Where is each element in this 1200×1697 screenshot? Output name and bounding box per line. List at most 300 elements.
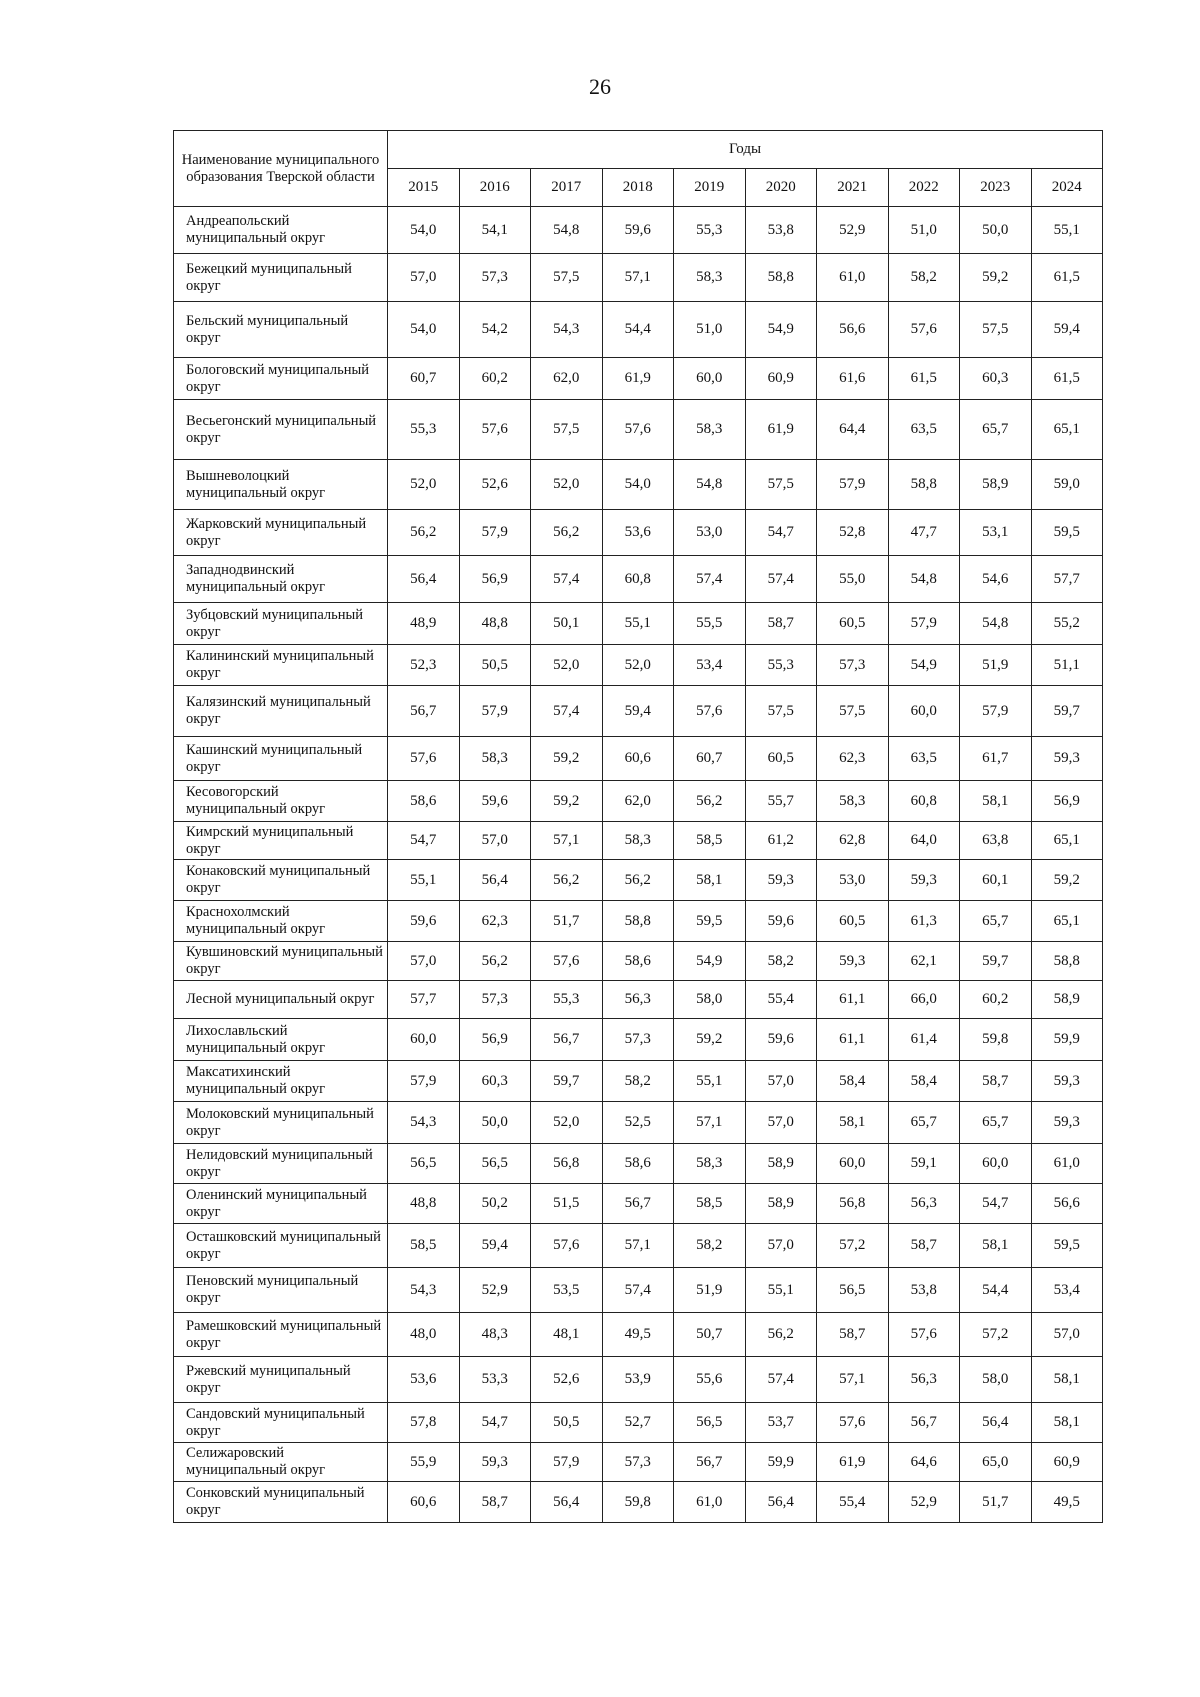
value-cell: 61,7 [960, 737, 1032, 781]
column-header-year: 2015 [388, 169, 460, 207]
value-cell: 55,4 [817, 1482, 889, 1523]
table-row [174, 942, 1103, 981]
value-cell: 58,7 [459, 1482, 531, 1523]
value-cell: 59,1 [888, 1144, 960, 1184]
value-cell: 50,0 [459, 1102, 531, 1144]
value-cell: 57,3 [459, 254, 531, 302]
value-cell: 57,2 [817, 1224, 889, 1268]
value-cell: 58,2 [674, 1224, 746, 1268]
value-cell: 56,2 [459, 942, 531, 981]
value-cell: 59,2 [531, 781, 603, 822]
value-cell: 52,6 [531, 1357, 603, 1403]
value-cell: 57,7 [388, 981, 460, 1019]
municipality-name: Ржевский муниципальный округ [174, 1357, 388, 1403]
value-cell: 57,0 [388, 942, 460, 981]
value-cell: 57,5 [817, 686, 889, 737]
value-cell: 62,8 [817, 822, 889, 860]
value-cell: 52,9 [817, 207, 889, 254]
column-header-year: 2021 [817, 169, 889, 207]
value-cell: 59,3 [1031, 1061, 1103, 1102]
value-cell: 54,7 [960, 1184, 1032, 1224]
table-row [174, 645, 1103, 686]
value-cell: 53,1 [960, 510, 1032, 556]
municipality-name: Андреапольский муниципальный округ [174, 207, 388, 254]
value-cell: 56,4 [745, 1482, 817, 1523]
municipality-name: Лесной муниципальный округ [174, 981, 388, 1019]
value-cell: 57,3 [602, 1019, 674, 1061]
value-cell: 51,1 [1031, 645, 1103, 686]
value-cell: 59,3 [745, 860, 817, 901]
value-cell: 59,9 [1031, 1019, 1103, 1061]
value-cell: 58,1 [1031, 1403, 1103, 1443]
value-cell: 57,9 [388, 1061, 460, 1102]
municipality-name: Весьегонский муниципальный округ [174, 400, 388, 460]
value-cell: 57,4 [674, 556, 746, 603]
value-cell: 61,1 [817, 981, 889, 1019]
value-cell: 57,1 [602, 254, 674, 302]
value-cell: 55,1 [602, 603, 674, 645]
value-cell: 59,3 [888, 860, 960, 901]
municipality-name: Селижаровский муниципальный округ [174, 1443, 388, 1482]
value-cell: 60,2 [960, 981, 1032, 1019]
value-cell: 57,4 [531, 686, 603, 737]
value-cell: 57,6 [817, 1403, 889, 1443]
value-cell: 57,3 [459, 981, 531, 1019]
value-cell: 55,2 [1031, 603, 1103, 645]
municipality-name: Конаковский муниципальный округ [174, 860, 388, 901]
value-cell: 53,3 [459, 1357, 531, 1403]
table-row [174, 460, 1103, 510]
value-cell: 54,3 [388, 1268, 460, 1313]
value-cell: 49,5 [1031, 1482, 1103, 1523]
value-cell: 50,5 [531, 1403, 603, 1443]
value-cell: 58,4 [817, 1061, 889, 1102]
value-cell: 59,7 [531, 1061, 603, 1102]
municipality-name: Бологовский муниципальный округ [174, 358, 388, 400]
value-cell: 58,0 [960, 1357, 1032, 1403]
value-cell: 52,3 [388, 645, 460, 686]
value-cell: 53,4 [674, 645, 746, 686]
value-cell: 59,6 [388, 901, 460, 942]
value-cell: 56,3 [888, 1357, 960, 1403]
value-cell: 55,9 [388, 1443, 460, 1482]
value-cell: 58,9 [745, 1144, 817, 1184]
municipality-name: Кимрский муниципальный округ [174, 822, 388, 860]
value-cell: 57,5 [745, 686, 817, 737]
value-cell: 58,2 [602, 1061, 674, 1102]
column-header-year: 2016 [459, 169, 531, 207]
value-cell: 59,9 [745, 1443, 817, 1482]
table-row [174, 1357, 1103, 1403]
table-row [174, 901, 1103, 942]
table-row [174, 358, 1103, 400]
value-cell: 60,5 [817, 603, 889, 645]
value-cell: 55,0 [817, 556, 889, 603]
value-cell: 56,2 [388, 510, 460, 556]
value-cell: 54,8 [674, 460, 746, 510]
value-cell: 58,4 [888, 1061, 960, 1102]
value-cell: 61,6 [817, 358, 889, 400]
value-cell: 52,0 [602, 645, 674, 686]
value-cell: 59,4 [1031, 302, 1103, 358]
value-cell: 57,1 [817, 1357, 889, 1403]
value-cell: 62,3 [817, 737, 889, 781]
table-row [174, 1102, 1103, 1144]
value-cell: 57,9 [888, 603, 960, 645]
value-cell: 58,8 [888, 460, 960, 510]
table-body [174, 207, 1103, 1523]
value-cell: 63,8 [960, 822, 1032, 860]
column-header-years-group: Годы [388, 131, 1103, 169]
value-cell: 48,9 [388, 603, 460, 645]
value-cell: 64,4 [817, 400, 889, 460]
value-cell: 54,0 [388, 302, 460, 358]
value-cell: 54,8 [960, 603, 1032, 645]
value-cell: 51,9 [960, 645, 1032, 686]
value-cell: 57,9 [817, 460, 889, 510]
value-cell: 51,5 [531, 1184, 603, 1224]
municipality-name: Молоковский муниципальный округ [174, 1102, 388, 1144]
value-cell: 52,0 [531, 460, 603, 510]
value-cell: 58,8 [745, 254, 817, 302]
value-cell: 56,9 [1031, 781, 1103, 822]
value-cell: 55,7 [745, 781, 817, 822]
value-cell: 52,9 [888, 1482, 960, 1523]
value-cell: 59,2 [531, 737, 603, 781]
value-cell: 58,1 [960, 1224, 1032, 1268]
value-cell: 49,5 [602, 1313, 674, 1357]
value-cell: 59,4 [459, 1224, 531, 1268]
value-cell: 54,7 [745, 510, 817, 556]
value-cell: 60,7 [388, 358, 460, 400]
value-cell: 52,5 [602, 1102, 674, 1144]
value-cell: 52,0 [388, 460, 460, 510]
value-cell: 59,8 [960, 1019, 1032, 1061]
value-cell: 58,9 [745, 1184, 817, 1224]
value-cell: 57,1 [602, 1224, 674, 1268]
value-cell: 55,5 [674, 603, 746, 645]
value-cell: 56,5 [817, 1268, 889, 1313]
table-row [174, 400, 1103, 460]
value-cell: 57,9 [459, 510, 531, 556]
value-cell: 48,0 [388, 1313, 460, 1357]
value-cell: 58,9 [1031, 981, 1103, 1019]
municipality-name: Сонковский муниципальный округ [174, 1482, 388, 1523]
value-cell: 64,6 [888, 1443, 960, 1482]
value-cell: 59,7 [1031, 686, 1103, 737]
value-cell: 56,9 [459, 556, 531, 603]
value-cell: 48,8 [388, 1184, 460, 1224]
value-cell: 60,0 [674, 358, 746, 400]
value-cell: 61,1 [817, 1019, 889, 1061]
value-cell: 60,5 [745, 737, 817, 781]
value-cell: 59,4 [602, 686, 674, 737]
value-cell: 53,4 [1031, 1268, 1103, 1313]
value-cell: 58,8 [602, 901, 674, 942]
value-cell: 53,0 [674, 510, 746, 556]
table-row [174, 510, 1103, 556]
value-cell: 54,9 [745, 302, 817, 358]
value-cell: 48,3 [459, 1313, 531, 1357]
municipality-name: Бельский муниципальный округ [174, 302, 388, 358]
value-cell: 57,4 [745, 556, 817, 603]
value-cell: 50,0 [960, 207, 1032, 254]
value-cell: 60,0 [388, 1019, 460, 1061]
value-cell: 56,7 [888, 1403, 960, 1443]
table-row [174, 1482, 1103, 1523]
table-row [174, 822, 1103, 860]
value-cell: 54,0 [602, 460, 674, 510]
value-cell: 53,0 [817, 860, 889, 901]
value-cell: 54,3 [388, 1102, 460, 1144]
value-cell: 60,0 [888, 686, 960, 737]
column-header-year: 2019 [674, 169, 746, 207]
value-cell: 55,1 [745, 1268, 817, 1313]
value-cell: 59,6 [745, 901, 817, 942]
table-row [174, 1443, 1103, 1482]
value-cell: 59,5 [1031, 510, 1103, 556]
value-cell: 48,1 [531, 1313, 603, 1357]
value-cell: 55,3 [674, 207, 746, 254]
value-cell: 50,7 [674, 1313, 746, 1357]
value-cell: 54,4 [602, 302, 674, 358]
value-cell: 60,8 [888, 781, 960, 822]
value-cell: 58,5 [388, 1224, 460, 1268]
value-cell: 55,3 [388, 400, 460, 460]
table-row [174, 1403, 1103, 1443]
value-cell: 60,1 [960, 860, 1032, 901]
value-cell: 56,5 [459, 1144, 531, 1184]
value-cell: 60,6 [388, 1482, 460, 1523]
municipality-name: Пеновский муниципальный округ [174, 1268, 388, 1313]
value-cell: 63,5 [888, 400, 960, 460]
value-cell: 58,7 [888, 1224, 960, 1268]
value-cell: 57,6 [388, 737, 460, 781]
value-cell: 52,0 [531, 1102, 603, 1144]
value-cell: 58,5 [674, 822, 746, 860]
municipality-name: Нелидовский муниципальный округ [174, 1144, 388, 1184]
value-cell: 59,3 [1031, 737, 1103, 781]
column-header-year: 2018 [602, 169, 674, 207]
value-cell: 56,7 [674, 1443, 746, 1482]
value-cell: 60,0 [817, 1144, 889, 1184]
value-cell: 62,1 [888, 942, 960, 981]
value-cell: 61,5 [1031, 358, 1103, 400]
value-cell: 47,7 [888, 510, 960, 556]
value-cell: 56,8 [817, 1184, 889, 1224]
table-row [174, 254, 1103, 302]
value-cell: 59,6 [459, 781, 531, 822]
value-cell: 55,1 [388, 860, 460, 901]
value-cell: 55,1 [674, 1061, 746, 1102]
value-cell: 53,6 [602, 510, 674, 556]
data-table [173, 130, 1103, 1523]
value-cell: 60,9 [745, 358, 817, 400]
value-cell: 56,4 [960, 1403, 1032, 1443]
value-cell: 58,7 [745, 603, 817, 645]
value-cell: 58,3 [674, 254, 746, 302]
municipality-name: Максатихинский муниципальный округ [174, 1061, 388, 1102]
value-cell: 52,6 [459, 460, 531, 510]
value-cell: 53,9 [602, 1357, 674, 1403]
value-cell: 61,5 [1031, 254, 1103, 302]
value-cell: 50,2 [459, 1184, 531, 1224]
value-cell: 54,9 [888, 645, 960, 686]
column-header-year: 2022 [888, 169, 960, 207]
value-cell: 57,6 [888, 1313, 960, 1357]
value-cell: 53,6 [388, 1357, 460, 1403]
municipality-name: Бежецкий муниципальный округ [174, 254, 388, 302]
value-cell: 55,6 [674, 1357, 746, 1403]
value-cell: 54,7 [388, 822, 460, 860]
value-cell: 55,4 [745, 981, 817, 1019]
value-cell: 56,7 [388, 686, 460, 737]
value-cell: 56,4 [388, 556, 460, 603]
value-cell: 56,2 [602, 860, 674, 901]
value-cell: 64,0 [888, 822, 960, 860]
table-row [174, 1184, 1103, 1224]
value-cell: 57,0 [745, 1061, 817, 1102]
table-row [174, 1144, 1103, 1184]
value-cell: 51,7 [960, 1482, 1032, 1523]
value-cell: 57,0 [1031, 1313, 1103, 1357]
value-cell: 51,9 [674, 1268, 746, 1313]
value-cell: 57,6 [531, 1224, 603, 1268]
value-cell: 58,1 [817, 1102, 889, 1144]
value-cell: 56,8 [531, 1144, 603, 1184]
value-cell: 59,5 [674, 901, 746, 942]
value-cell: 57,5 [960, 302, 1032, 358]
value-cell: 59,0 [1031, 460, 1103, 510]
value-cell: 53,8 [745, 207, 817, 254]
value-cell: 56,4 [459, 860, 531, 901]
value-cell: 58,7 [817, 1313, 889, 1357]
value-cell: 60,0 [960, 1144, 1032, 1184]
value-cell: 51,0 [674, 302, 746, 358]
value-cell: 59,6 [745, 1019, 817, 1061]
value-cell: 57,6 [531, 942, 603, 981]
value-cell: 59,7 [960, 942, 1032, 981]
value-cell: 61,4 [888, 1019, 960, 1061]
table-row [174, 1313, 1103, 1357]
value-cell: 58,6 [602, 942, 674, 981]
municipality-name: Западнодвинский муниципальный округ [174, 556, 388, 603]
column-header-year: 2020 [745, 169, 817, 207]
value-cell: 59,5 [1031, 1224, 1103, 1268]
value-cell: 61,9 [745, 400, 817, 460]
value-cell: 48,8 [459, 603, 531, 645]
value-cell: 61,5 [888, 358, 960, 400]
value-cell: 57,2 [960, 1313, 1032, 1357]
value-cell: 53,8 [888, 1268, 960, 1313]
column-header-year: 2024 [1031, 169, 1103, 207]
value-cell: 59,6 [602, 207, 674, 254]
value-cell: 65,7 [888, 1102, 960, 1144]
value-cell: 59,2 [960, 254, 1032, 302]
value-cell: 56,6 [1031, 1184, 1103, 1224]
value-cell: 61,9 [602, 358, 674, 400]
value-cell: 63,5 [888, 737, 960, 781]
value-cell: 65,1 [1031, 822, 1103, 860]
value-cell: 57,6 [674, 686, 746, 737]
header-row-group [174, 131, 1103, 169]
value-cell: 57,0 [459, 822, 531, 860]
value-cell: 60,2 [459, 358, 531, 400]
value-cell: 53,7 [745, 1403, 817, 1443]
value-cell: 58,3 [674, 400, 746, 460]
value-cell: 56,6 [817, 302, 889, 358]
value-cell: 55,3 [745, 645, 817, 686]
table-row [174, 737, 1103, 781]
value-cell: 57,3 [602, 1443, 674, 1482]
value-cell: 56,7 [531, 1019, 603, 1061]
value-cell: 57,0 [745, 1102, 817, 1144]
municipality-name: Рамешковский муниципальный округ [174, 1313, 388, 1357]
municipality-name: Вышневолоцкий муниципальный округ [174, 460, 388, 510]
value-cell: 60,5 [817, 901, 889, 942]
value-cell: 57,3 [817, 645, 889, 686]
value-cell: 58,2 [745, 942, 817, 981]
column-header-year: 2017 [531, 169, 603, 207]
value-cell: 58,3 [602, 822, 674, 860]
value-cell: 58,6 [388, 781, 460, 822]
value-cell: 58,1 [674, 860, 746, 901]
value-cell: 56,4 [531, 1482, 603, 1523]
municipality-name: Зубцовский муниципальный округ [174, 603, 388, 645]
value-cell: 54,8 [888, 556, 960, 603]
municipality-name: Сандовский муниципальный округ [174, 1403, 388, 1443]
value-cell: 50,1 [531, 603, 603, 645]
value-cell: 62,3 [459, 901, 531, 942]
value-cell: 57,4 [531, 556, 603, 603]
table-row [174, 860, 1103, 901]
value-cell: 56,3 [888, 1184, 960, 1224]
municipality-name: Кашинский муниципальный округ [174, 737, 388, 781]
value-cell: 57,5 [745, 460, 817, 510]
value-cell: 58,1 [960, 781, 1032, 822]
value-cell: 66,0 [888, 981, 960, 1019]
value-cell: 59,8 [602, 1482, 674, 1523]
municipality-name: Калязинский муниципальный округ [174, 686, 388, 737]
table-header [174, 131, 1103, 207]
value-cell: 52,8 [817, 510, 889, 556]
value-cell: 65,1 [1031, 901, 1103, 942]
value-cell: 65,1 [1031, 400, 1103, 460]
value-cell: 59,2 [674, 1019, 746, 1061]
value-cell: 58,9 [960, 460, 1032, 510]
value-cell: 56,5 [674, 1403, 746, 1443]
value-cell: 65,0 [960, 1443, 1032, 1482]
municipality-name: Оленинский муниципальный округ [174, 1184, 388, 1224]
value-cell: 61,2 [745, 822, 817, 860]
value-cell: 57,4 [745, 1357, 817, 1403]
value-cell: 54,3 [531, 302, 603, 358]
column-header-year: 2023 [960, 169, 1032, 207]
value-cell: 50,5 [459, 645, 531, 686]
value-cell: 59,3 [1031, 1102, 1103, 1144]
value-cell: 59,3 [459, 1443, 531, 1482]
value-cell: 58,2 [888, 254, 960, 302]
column-header-name: Наименование муниципального образования Тверской области [174, 131, 388, 207]
value-cell: 51,0 [888, 207, 960, 254]
value-cell: 57,0 [388, 254, 460, 302]
value-cell: 60,9 [1031, 1443, 1103, 1482]
value-cell: 59,3 [817, 942, 889, 981]
value-cell: 65,7 [960, 400, 1032, 460]
value-cell: 57,7 [1031, 556, 1103, 603]
value-cell: 57,9 [960, 686, 1032, 737]
value-cell: 53,5 [531, 1268, 603, 1313]
